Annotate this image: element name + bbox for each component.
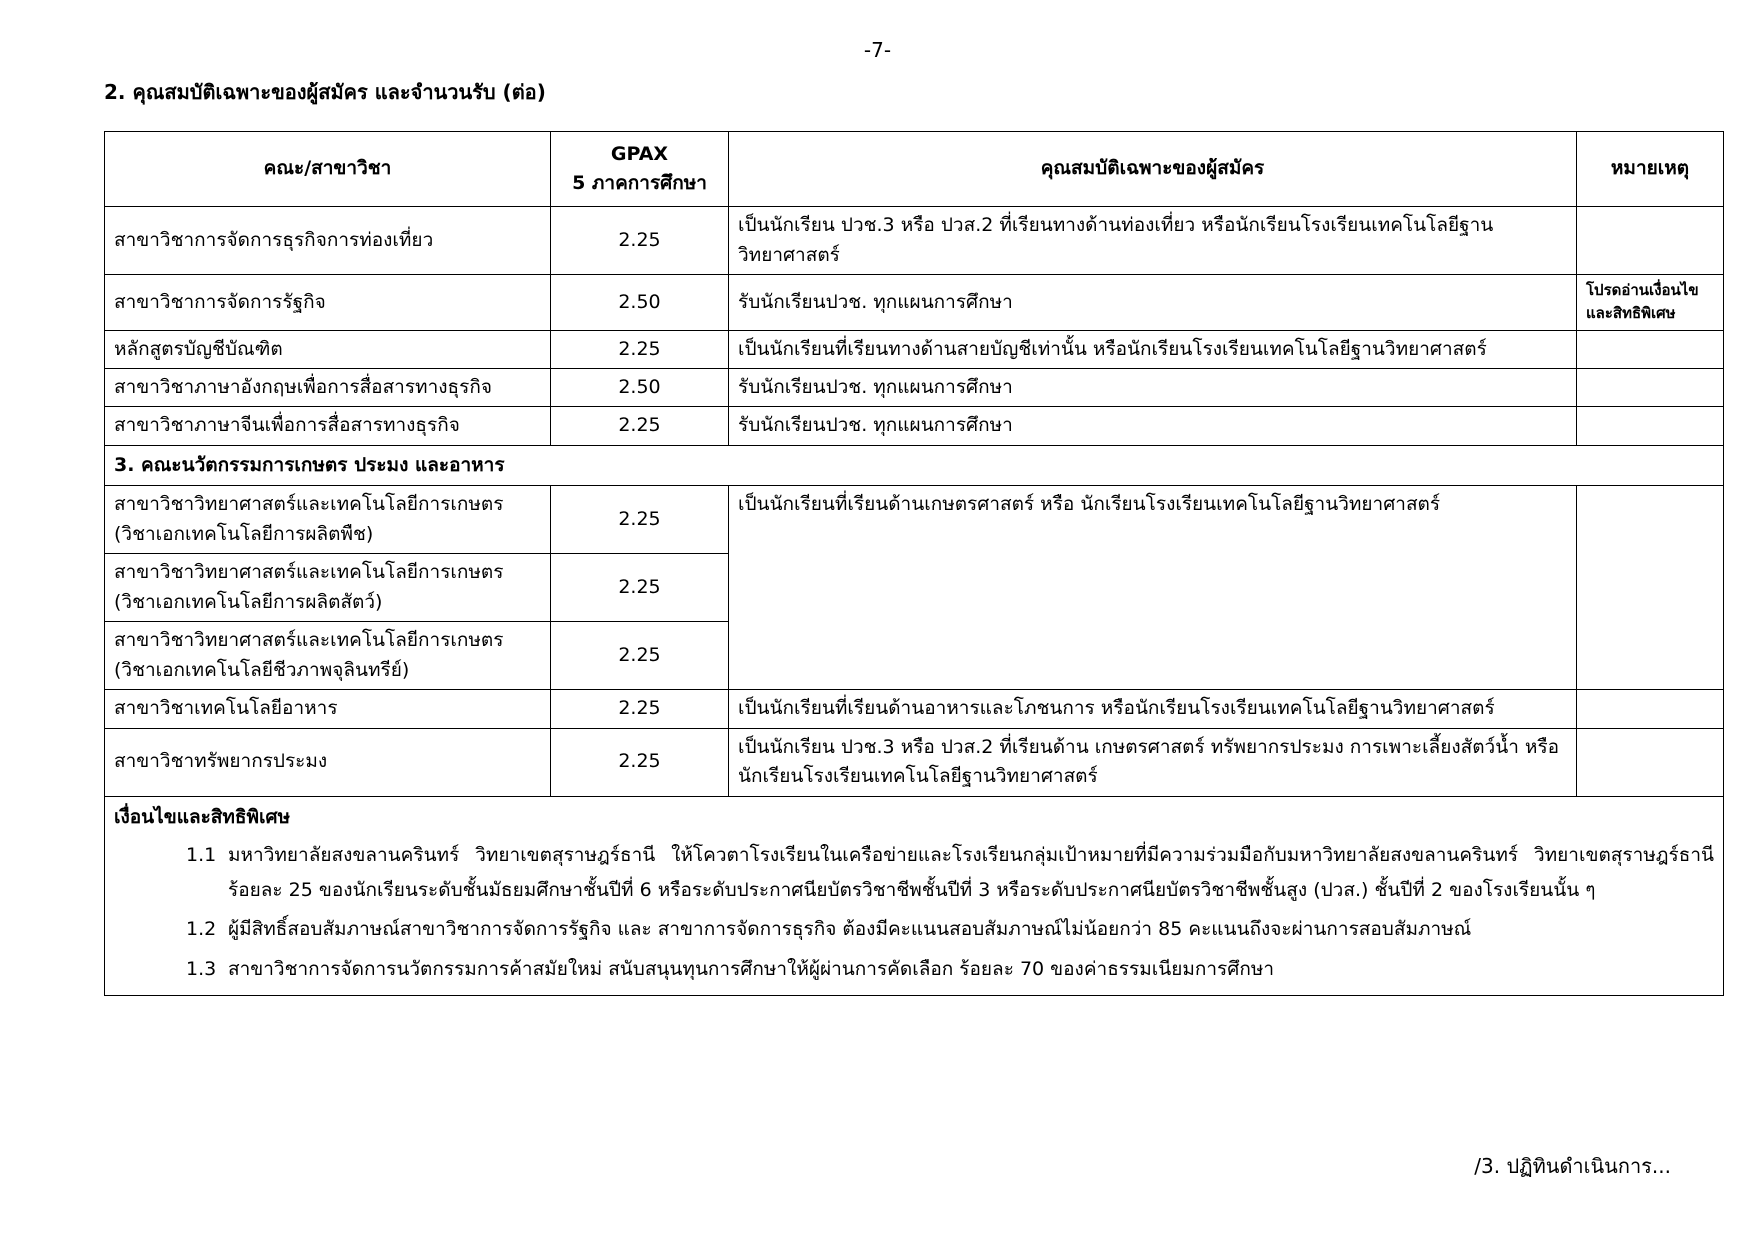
note-cell	[1577, 690, 1724, 728]
section-title: 2. คุณสมบัติเฉพาะของผู้สมัคร และจำนวนรับ (ต่อ)	[104, 80, 546, 104]
program-line1: สาขาวิชาวิทยาศาสตร์และเทคโนโลยีการเกษตร	[114, 493, 504, 516]
header-gpax-line1: GPAX	[610, 142, 669, 165]
condition-text: มหาวิทยาลัยสงขลานครินทร์ วิทยาเขตสุราษฎร์ธานี ให้โควตาโรงเรียนในเครือข่ายและโรงเรียนกลุ่มเป้าหมายที่มีความร่วมมือกับมหาวิทยาลัยสงขลานครินทร์ วิทยาเขตสุราษฎร์ธานี ร้อยละ 25 ของนักเรียนระดับชั้นมัธยมศึกษาชั้นปีที่ 6 หรือระดับประกาศนียบัตรวิชาชีพชั้นปีที่ 3 หรือระดับประกาศนียบัตรวิชาชีพชั้นสูง (ปวส.) ชั้นปีที่ 2 ของโรงเรียนนั้น ๆ	[228, 844, 1714, 902]
program-cell: สาขาวิชาทรัพยากรประมง	[105, 728, 551, 796]
section-row	[105, 445, 1724, 485]
note-cell-merged	[1577, 486, 1724, 690]
qualification-cell: เป็นนักเรียน ปวช.3 หรือ ปวส.2 ที่เรียนด้าน เกษตรศาสตร์ ทรัพยากรประมง การเพาะเลี้ยงสัตว์น้ำ หรือ นักเรียนโรงเรียนเทคโนโลยีฐานวิทยาศาสตร์	[729, 728, 1577, 796]
gpax-cell: 2.25	[551, 690, 729, 728]
note-cell	[1577, 728, 1724, 796]
note-cell: โปรดอ่านเงื่อนไขและสิทธิพิเศษ	[1577, 275, 1724, 331]
gpax-cell: 2.25	[551, 728, 729, 796]
program-cell: สาขาวิชาการจัดการรัฐกิจ	[105, 275, 551, 331]
program-cell	[105, 486, 551, 554]
page-number: -7-	[863, 38, 892, 62]
note-cell	[1577, 330, 1724, 368]
condition-item	[186, 912, 1714, 947]
table-row	[105, 368, 1724, 406]
condition-number: 1.3	[186, 957, 217, 980]
qualification-table	[104, 131, 1724, 996]
table-header-row	[105, 132, 1724, 207]
qualification-cell: เป็นนักเรียนที่เรียนด้านอาหารและโภชนการ หรือนักเรียนโรงเรียนเทคโนโลยีฐานวิทยาศาสตร์	[729, 690, 1577, 728]
table-row	[105, 690, 1724, 728]
continuation-footer: /3. ปฏิทินดำเนินการ...	[1474, 1154, 1671, 1178]
program-line1: สาขาวิชาวิทยาศาสตร์และเทคโนโลยีการเกษตร	[114, 629, 504, 652]
gpax-cell: 2.50	[551, 275, 729, 331]
table-row	[105, 275, 1724, 331]
gpax-cell: 2.25	[551, 407, 729, 445]
qualification-cell: เป็นนักเรียนที่เรียนทางด้านสายบัญชีเท่านั้น หรือนักเรียนโรงเรียนเทคโนโลยีฐานวิทยาศาสตร์	[729, 330, 1577, 368]
program-cell	[105, 554, 551, 622]
note-cell	[1577, 207, 1724, 275]
program-cell: สาขาวิชาภาษาจีนเพื่อการสื่อสารทางธุรกิจ	[105, 407, 551, 445]
gpax-cell: 2.25	[551, 554, 729, 622]
condition-number: 1.1	[186, 844, 217, 867]
condition-text: สาขาวิชาการจัดการนวัตกรรมการค้าสมัยใหม่ สนับสนุนทุนการศึกษาให้ผู้ผ่านการคัดเลือก ร้อยละ 70 ของค่าธรรมเนียมการศึกษา	[228, 957, 1275, 980]
program-cell: สาขาวิชาเทคโนโลยีอาหาร	[105, 690, 551, 728]
gpax-cell: 2.25	[551, 486, 729, 554]
header-faculty: คณะ/สาขาวิชา	[105, 132, 551, 207]
condition-item	[186, 838, 1714, 908]
qualification-cell: รับนักเรียนปวช. ทุกแผนการศึกษา	[729, 407, 1577, 445]
program-line2: (วิชาเอกเทคโนโลยีการผลิตพืช)	[114, 522, 374, 545]
section3-title: 3. คณะนวัตกรรมการเกษตร ประมง และอาหาร	[105, 445, 1724, 485]
qualification-cell-merged: เป็นนักเรียนที่เรียนด้านเกษตรศาสตร์ หรือ นักเรียนโรงเรียนเทคโนโลยีฐานวิทยาศาสตร์	[729, 486, 1577, 690]
condition-number: 1.2	[186, 918, 217, 941]
table-row	[105, 407, 1724, 445]
header-gpax-line2: 5 ภาคการศึกษา	[572, 172, 707, 194]
qualification-cell: รับนักเรียนปวช. ทุกแผนการศึกษา	[729, 275, 1577, 331]
program-cell: หลักสูตรบัญชีบัณฑิต	[105, 330, 551, 368]
gpax-cell: 2.50	[551, 368, 729, 406]
program-line2: (วิชาเอกเทคโนโลยีชีวภาพจุลินทรีย์)	[114, 658, 410, 681]
program-cell: สาขาวิชาการจัดการธุรกิจการท่องเที่ยว	[105, 207, 551, 275]
program-cell	[105, 622, 551, 690]
conditions-cell	[105, 796, 1724, 995]
conditions-row	[105, 796, 1724, 995]
table-row	[105, 728, 1724, 796]
table-row	[105, 207, 1724, 275]
header-note: หมายเหตุ	[1577, 132, 1724, 207]
program-line1: สาขาวิชาวิทยาศาสตร์และเทคโนโลยีการเกษตร	[114, 561, 504, 584]
condition-item	[186, 952, 1714, 987]
gpax-cell: 2.25	[551, 330, 729, 368]
condition-text: ผู้มีสิทธิ์สอบสัมภาษณ์สาขาวิชาการจัดการรัฐกิจ และ สาขาการจัดการธุรกิจ ต้องมีคะแนนสอบสัมภาษณ์ไม่น้อยกว่า 85 คะแนนถึงจะผ่านการสอบสัมภาษณ์	[228, 918, 1472, 941]
note-cell	[1577, 368, 1724, 406]
table-row	[105, 486, 1724, 554]
header-qualification: คุณสมบัติเฉพาะของผู้สมัคร	[729, 132, 1577, 207]
note-cell	[1577, 407, 1724, 445]
conditions-title: เงื่อนไขและสิทธิพิเศษ	[114, 805, 291, 828]
program-cell: สาขาวิชาภาษาอังกฤษเพื่อการสื่อสารทางธุรกิจ	[105, 368, 551, 406]
gpax-cell: 2.25	[551, 622, 729, 690]
gpax-cell: 2.25	[551, 207, 729, 275]
qualification-cell: รับนักเรียนปวช. ทุกแผนการศึกษา	[729, 368, 1577, 406]
qualification-cell: เป็นนักเรียน ปวช.3 หรือ ปวส.2 ที่เรียนทางด้านท่องเที่ยว หรือนักเรียนโรงเรียนเทคโนโลยีฐานวิทยาศาสตร์	[729, 207, 1577, 275]
header-gpax	[551, 132, 729, 207]
program-line2: (วิชาเอกเทคโนโลยีการผลิตสัตว์)	[114, 590, 383, 613]
table-row	[105, 330, 1724, 368]
